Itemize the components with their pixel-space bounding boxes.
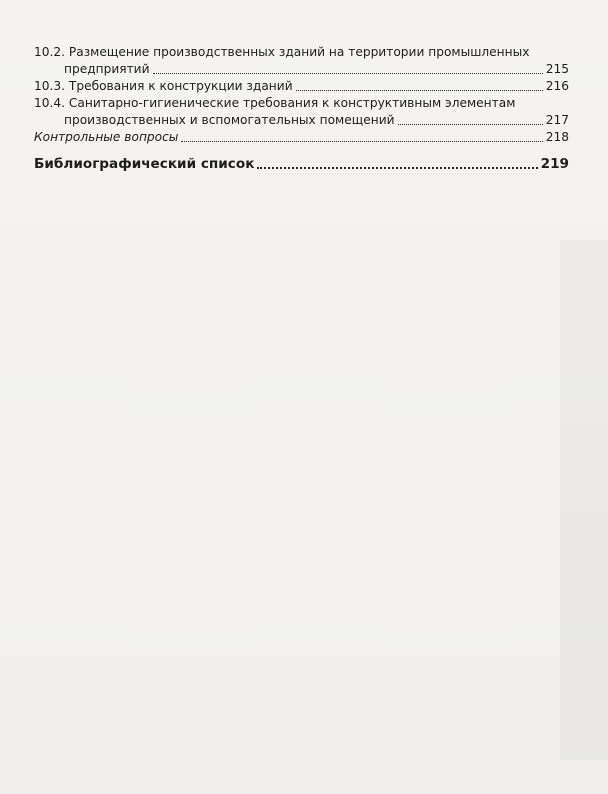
toc-page-number: 219 [540,156,569,172]
toc-entry-title: 10.2. Размещение производственных зданий на территории промышленных [34,45,530,59]
toc-entry-line [34,95,569,112]
toc-entry-line [34,61,569,78]
toc-entry-line [34,155,569,174]
toc-entry-title: 10.4. Санитарно-гигиенические требования к конструктивным элементам [34,96,516,110]
toc-entry-title: Библиографический список [34,156,255,172]
table-of-contents [34,44,569,174]
dot-leader [257,167,537,169]
dot-leader [153,73,543,74]
toc-page-number: 216 [545,79,569,93]
toc-page-number: 215 [545,62,569,76]
toc-entry-title-continued: предприятий [64,62,150,76]
toc-entry-line [34,44,569,61]
show-through-shadow [560,240,608,760]
toc-entry-10-4 [34,95,569,129]
toc-entry-title: Контрольные вопросы [34,130,179,144]
toc-entry-line [34,78,569,95]
toc-page-number: 217 [545,113,569,127]
toc-entry-line [34,129,569,146]
toc-entry-10-2 [34,44,569,78]
toc-page-number: 218 [545,130,569,144]
dot-leader [181,141,542,142]
toc-entry-10-3 [34,78,569,95]
toc-entry-bibliography [34,155,569,174]
dot-leader [398,124,543,125]
toc-entry-control-questions [34,129,569,146]
toc-entry-title-continued: производственных и вспомогательных помещений [64,113,395,127]
toc-entry-line [34,112,569,129]
dot-leader [296,90,543,91]
toc-entry-title: 10.3. Требования к конструкции зданий [34,79,293,93]
